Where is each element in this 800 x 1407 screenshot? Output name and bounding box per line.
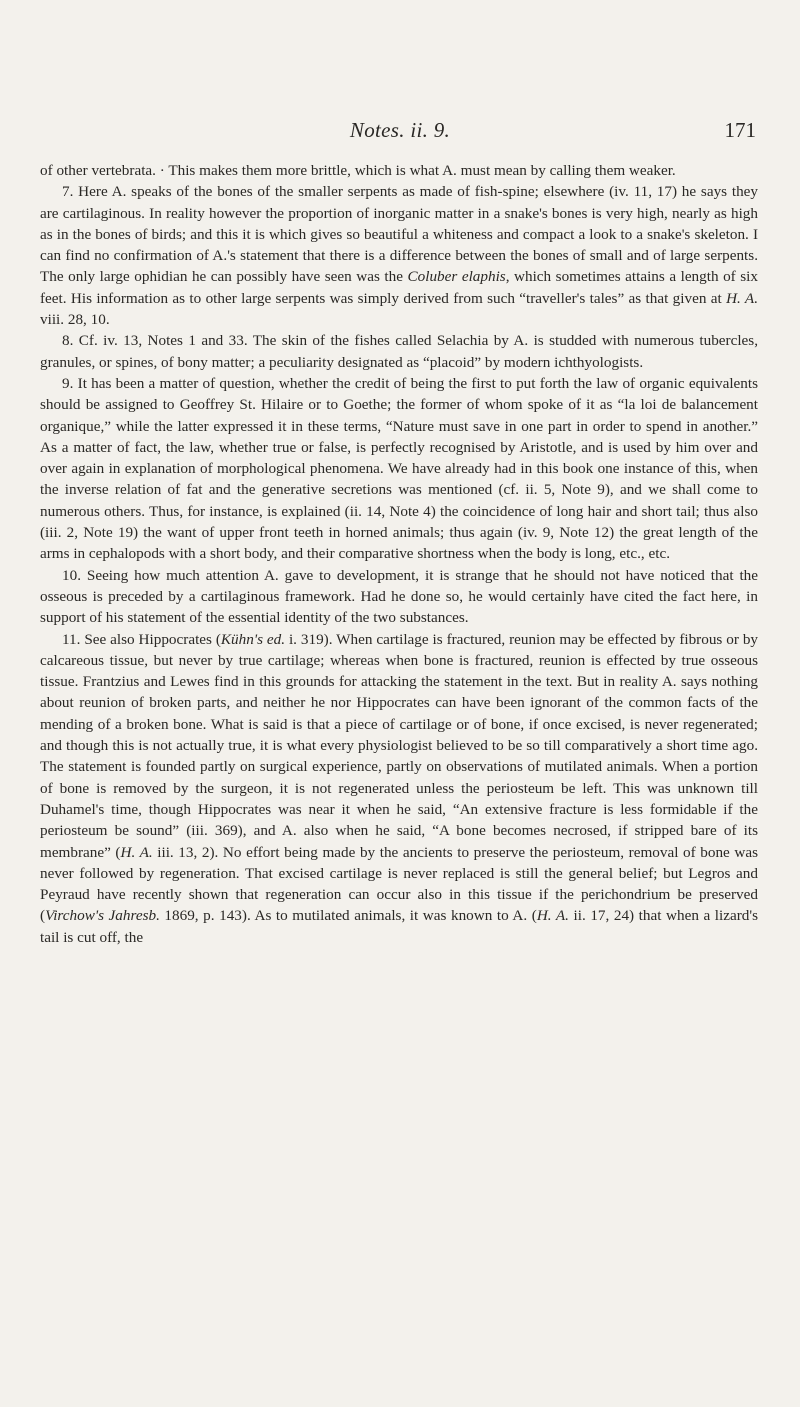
note-number: 8. <box>62 332 79 350</box>
note-number: 11. <box>62 630 85 648</box>
note-text: See also Hippocrates ( <box>84 630 221 648</box>
note-text: Here A. speaks of the bones of the smaller serpents as made of fish-spine; elsewhere (iv. 11, 17) he says they are cartilaginous. In reality however the proportion of inorganic matter in a snake's bones is very high, nearly as high as in the bones of birds; and this it is which gives so beautiful a whiteness and compact a look to a snake's skeleton. I can find no confirmation of A.'s statement that there is a difference between the bones of small and of large serpents. The only large ophidian he can possibly have seen was the <box>40 183 758 286</box>
italic-citation: Kühn's ed. <box>220 630 286 648</box>
italic-citation: H. A. <box>726 289 758 307</box>
note-paragraph <box>40 373 758 565</box>
page-number: 171 <box>724 118 756 142</box>
italic-citation: Coluber elaphis <box>407 268 506 286</box>
note-paragraph <box>40 181 758 330</box>
notes-list <box>40 181 758 948</box>
note-number: 7. <box>62 183 79 201</box>
italic-citation: Virchow's Jahresb. <box>45 907 160 925</box>
note-number: 9. <box>62 374 78 392</box>
continuation-paragraph: of other vertebrata. · This makes them more brittle, which is what A. must mean by calling them weaker. <box>40 162 676 179</box>
note-paragraph <box>40 629 758 948</box>
note-text: iii. 13, 2). No effort being made by the ancients to preserve the periosteum, removal of bone was never followed by regeneration. That excised cartilage is never replaced is still the general belief; but Legros and Peyraud have recently shown that regeneration can occur also in this tissue if the perichondrium be preserved ( <box>40 843 759 925</box>
note-text: 1869, p. 143). As to mutilated animals, it was known to A. ( <box>159 907 537 925</box>
note-text: ii. 17, 24) that when a lizard's tail is cut off, the <box>40 907 758 946</box>
note-text: Seeing how much attention A. gave to development, it is strange that he should not have noticed that the osseous is preceded by a cartilaginous framework. Had he done so, he would certainly have cited the fact here, in support of his statement of the essential identity of the two substances. <box>40 566 759 627</box>
italic-citation: H. A. <box>536 907 569 925</box>
running-title: Notes. ii. 9. <box>349 118 451 142</box>
notes-body <box>40 160 758 948</box>
italic-citation: H. A. <box>120 843 153 861</box>
note-text: Cf. iv. 13, Notes 1 and 33. The skin of the fishes called Selachia by A. is studded with numerous tubercles, granules, or spines, of bony matter; a peculiarity designated as “placoid” by modern ichthyologists. <box>40 332 758 371</box>
note-text: It has been a matter of question, whether the credit of being the first to put forth the law of organic equivalents should be assigned to Geoffrey St. Hilaire or to Goethe; the former of whom spoke of it as “la loi de balancement organique,” while the latter expressed it in these terms, “Nature must save in one part in order to spend in another.” As a matter of fact, the law, whether true or false, is perfectly recognised by Aristotle, and is used by him over and over again in explanation of morphological phenomena. We have already had in this book one instance of this, when the inverse relation of fat and the generative secretions was mentioned (cf. ii. 5, Note 9), and we shall come to numerous others. Thus, for instance, is explained (ii. 14, Note 4) the coincidence of long hair and short tail; thus also (iii. 2, Note 19) the want of upper front teeth in horned animals; thus again (iv. 9, Note 12) the great length of the arms in cephalopods with a short body, and their comparative shortness when the body is long, etc., etc. <box>40 374 759 563</box>
note-paragraph <box>40 565 758 629</box>
note-paragraph <box>40 330 758 373</box>
note-text: , which sometimes attains a length of six feet. His information as to other large serpents was simply derived from such “traveller's tales” as that given at <box>40 268 758 307</box>
note-number: 10. <box>62 566 87 584</box>
note-text: i. 319). When cartilage is fractured, reunion may be effected by fibrous or by calcareous tissue, but never by true cartilage; whereas when bone is fractured, reunion is effected by true osseous tissue. Frantzius and Lewes find in this grounds for attacking the statement in the text. But in reality A. says nothing about reunion of broken parts, and neither he nor Hippocrates can have been ignorant of the common facts of the mending of a broken bone. What is said is that a piece of cartilage or of bone, if once excised, is never regenerated; and though this is not actually true, it is what every physiologist believed to be so till comparatively a short time ago. The statement is founded partly on surgical experience, partly on observations of mutilated animals. When a portion of bone is removed by the surgeon, it is not regenerated unless the periosteum be left. This was unknown till Duhamel's time, though Hippocrates was near it when he said, “An extensive fracture is less formidable if the periosteum be sound” (iii. 369), and A. also when he said, “A bone becomes necrosed, if stripped bare of its membrane” ( <box>40 630 759 861</box>
note-text: viii. 28, 10. <box>40 311 110 329</box>
running-head <box>0 118 800 148</box>
